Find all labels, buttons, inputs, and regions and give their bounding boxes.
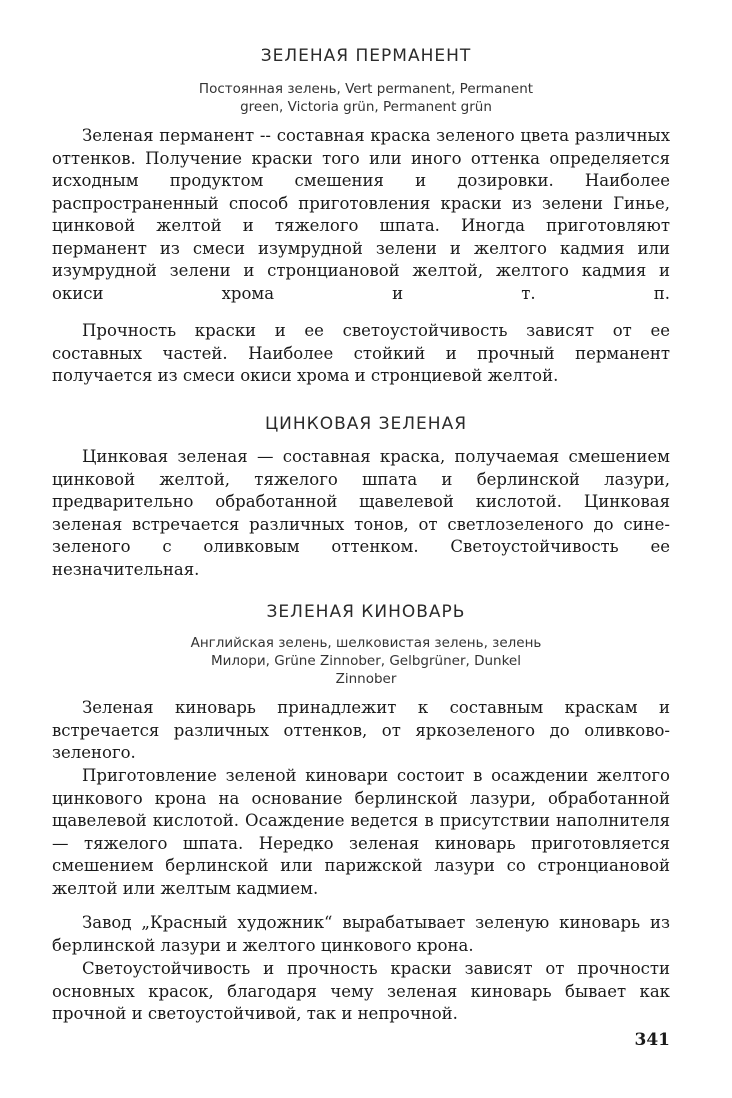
synonyms-line: Zinnober xyxy=(335,671,397,687)
synonyms-line: Английская зелень, шелковистая зелень, зелень xyxy=(190,635,542,651)
synonyms-line: Постоянная зелень, Vert permanent, Permanent xyxy=(198,81,534,97)
paragraph-text: Зеленая киноварь принадлежит к составным краскам и встречается различных оттенков, от яркозеленого до оливково-зеленого. xyxy=(52,698,670,762)
paragraph xyxy=(52,697,670,765)
paragraph-text: Светоустойчивость и прочность краски зависят от прочности основных красок, благодаря чему зеленая киноварь бывает как прочной и светоустойчивой, так и непрочной. xyxy=(52,959,670,1023)
section-title-green-cinnabar: ЗЕЛЕНАЯ КИНОВАРЬ xyxy=(266,602,466,622)
paragraph-text: Прочность краски и ее светоустойчивость зависят от ее составных частей. Наиболее стойкий и прочный перманент получается из смеси окиси хрома и стронциевой желтой. xyxy=(52,321,670,385)
paragraph-text: Приготовление зеленой киновари состоит в осаждении желтого цинкового крона на основание берлинской лазури, обработанной щавелевой кислотой. Осаждение ведется в присутствии наполнителя — тяжелого шпата. Нередко зеленая киноварь приготовляется смешением берлинской или парижской лазури со стронциановой желтой или желтым кадмием. xyxy=(52,766,670,898)
paragraph xyxy=(52,446,670,581)
paragraph xyxy=(52,125,670,305)
paragraph xyxy=(52,320,670,388)
section-title-permanent-green: ЗЕЛЕНАЯ ПЕРМАНЕНТ xyxy=(260,46,472,66)
paragraph xyxy=(52,958,670,1026)
page-number: 341 xyxy=(634,1030,670,1050)
synonyms-line: Милори, Grüne Zinnober, Gelbgrüner, Dunkel xyxy=(211,653,521,669)
synonyms-green-cinnabar xyxy=(0,634,732,688)
paragraph-text: Зеленая перманент -- составная краска зеленого цвета различных оттенков. Получение краски того или иного оттенка определяется исходным продуктом смешения и дозировки. Наиболее распространенный способ приготовления краски из зелени Гинье, цинковой желтой и тяжелого шпата. Иногда приготовляют перманент из смеси изумрудной зелени и желтого кадмия или изумрудной зелени и стронциановой желтой, желтого кадмия и окиси хрома и т. п. xyxy=(52,126,670,303)
synonyms-permanent-green xyxy=(0,80,732,116)
synonyms-line: green, Victoria grün, Permanent grün xyxy=(240,99,492,115)
paragraph xyxy=(52,765,670,900)
paragraph-text: Цинковая зеленая — составная краска, получаемая смешением цинковой желтой, тяжелого шпата и берлинской лазури, предварительно обработанной щавелевой кислотой. Цинковая зеленая встречается различных тонов, от светлозеленого до сине-зеленого с оливковым оттенком. Светоустойчивость ее незначительная. xyxy=(52,447,670,579)
section-title-zinc-green: ЦИНКОВАЯ ЗЕЛЕНАЯ xyxy=(264,414,468,434)
paragraph-text: Завод „Красный художник“ вырабатывает зеленую киноварь из берлинской лазури и желтого цинкового крона. xyxy=(52,913,670,955)
paragraph xyxy=(52,912,670,957)
